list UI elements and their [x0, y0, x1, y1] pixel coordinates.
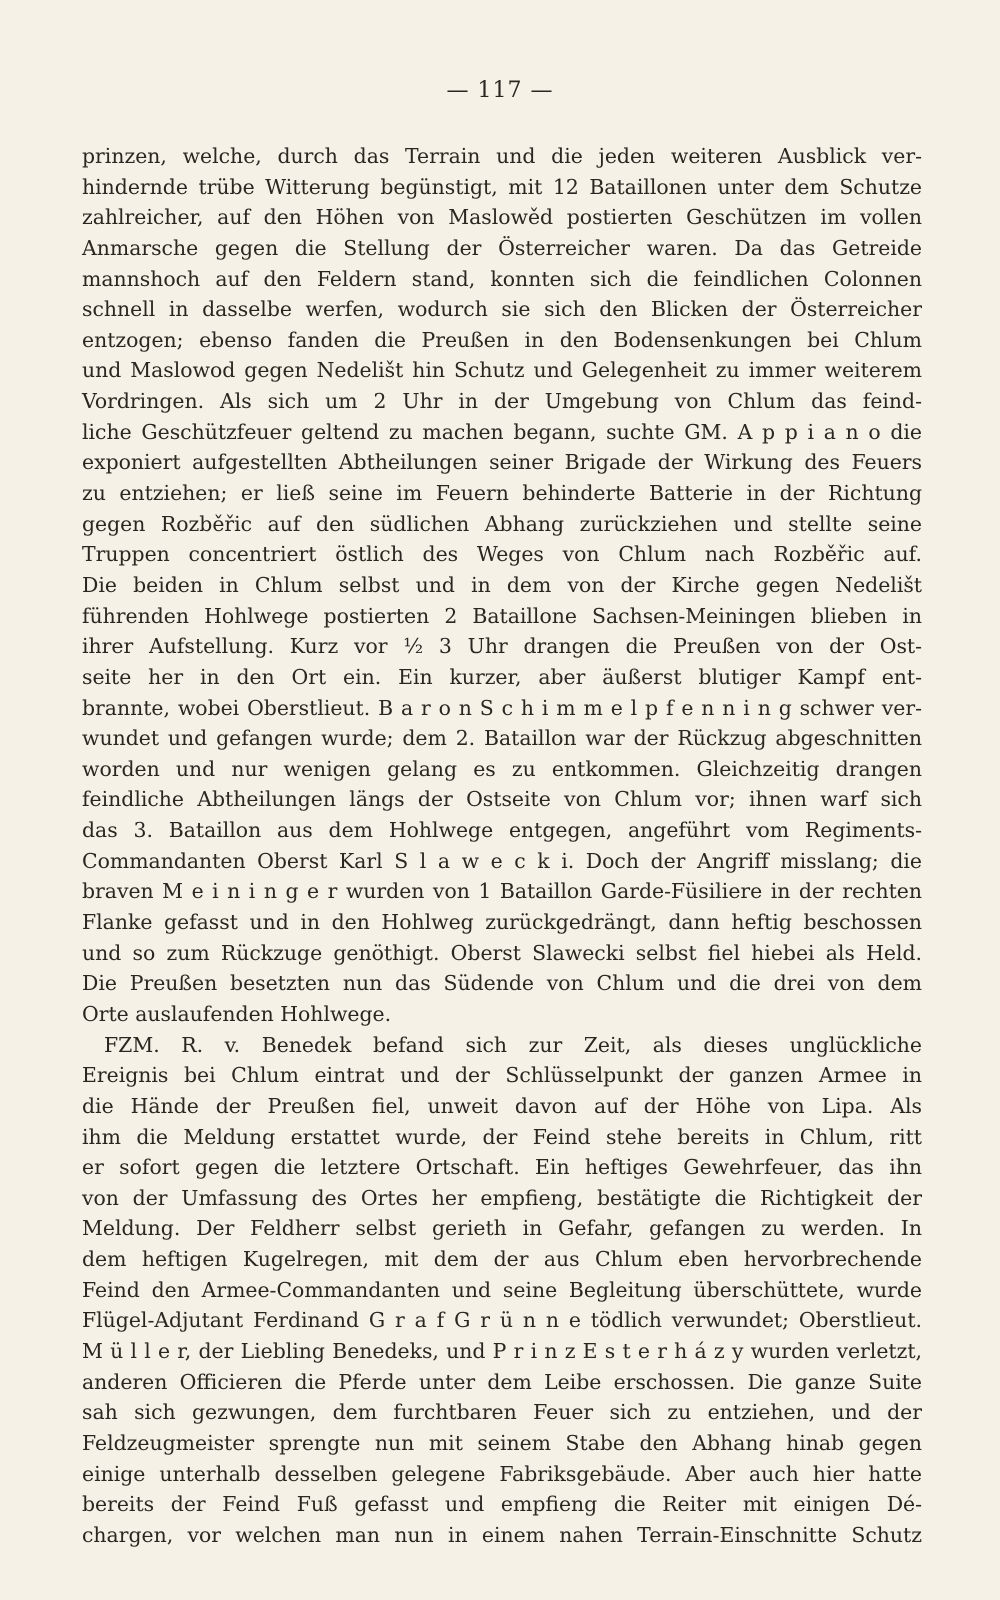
text-line: zahlreicher, auf den Höhen von Maslowěd postierten Geschützen im vollen	[82, 205, 922, 230]
text-line: Flanke gefasst und in den Hohlweg zurückgedrängt, dann heftig beschossen	[82, 910, 922, 935]
text-line: ihrer Aufstellung. Kurz vor ½ 3 Uhr drangen die Preußen von der Ost-	[82, 634, 922, 659]
text-line: gegen Rozběřic auf den südlichen Abhang zurückziehen und stellte seine	[82, 511, 922, 536]
text-line: anderen Officieren die Pferde unter dem Leibe erschossen. Die ganze Suite	[82, 1369, 922, 1394]
text-line: brannte, wobei Oberstlieut. B a r o n S c h i m m e l p f e n n i n g schwer ver-	[82, 695, 922, 720]
text-line: führenden Hohlwege postierten 2 Bataillone Sachsen-Meiningen blieben in	[82, 603, 922, 628]
text-line: das 3. Bataillon aus dem Hohlwege entgegen, angeführt vom Regiments-	[82, 818, 922, 843]
text-line: und so zum Rückzuge genöthigt. Oberst Slawecki selbst fiel hiebei als Held.	[82, 940, 922, 965]
text-line: Die beiden in Chlum selbst und in dem von der Kirche gegen Nedelišt	[82, 572, 922, 597]
text-line: chargen, vor welchen man nun in einem nahen Terrain-Einschnitte Schutz	[82, 1522, 922, 1547]
text-line: Anmarsche gegen die Stellung der Österreicher waren. Da das Getreide	[82, 235, 922, 260]
text-line: braven M e i n i n g e r wurden von 1 Bataillon Garde-Füsiliere in der rechten	[82, 879, 922, 904]
body-text	[82, 141, 922, 1550]
text-line: Die Preußen besetzten nun das Südende von Chlum und die drei von dem	[82, 971, 922, 996]
text-line: Flügel-Adjutant Ferdinand G r a f G r ü n n e tödlich verwundet; Oberstlieut.	[82, 1308, 922, 1333]
text-line: M ü l l e r, der Liebling Benedeks, und P r i n z E s t e r h á z y wurden verletzt,	[82, 1338, 922, 1363]
page-number: — 117 —	[446, 78, 554, 103]
text-line: Feldzeugmeister sprengte nun mit seinem Stabe den Abhang hinab gegen	[82, 1430, 922, 1455]
text-line: einige unterhalb desselben gelegene Fabriksgebäude. Aber auch hier hatte	[82, 1461, 922, 1486]
text-line: und Maslowod gegen Nedelišt hin Schutz und Gelegenheit zu immer weiterem	[82, 358, 922, 383]
text-line: exponiert aufgestellten Abtheilungen seiner Brigade der Wirkung des Feuers	[82, 450, 922, 475]
text-line: Truppen concentriert östlich des Weges von Chlum nach Rozběřic auf.	[82, 542, 922, 567]
text-line: feindliche Abtheilungen längs der Ostseite von Chlum vor; ihnen warf sich	[82, 787, 922, 812]
text-line: ihm die Meldung erstattet wurde, der Feind stehe bereits in Chlum, ritt	[82, 1124, 922, 1149]
paragraph-start-line: FZM. R. v. Benedek befand sich zur Zeit, als dieses unglückliche	[104, 1032, 922, 1057]
text-line: zu entziehen; er ließ seine im Feuern behinderte Batterie in der Richtung	[82, 481, 922, 506]
text-line: liche Geschützfeuer geltend zu machen begann, suchte GM. A p p i a n o die	[82, 419, 922, 444]
text-line: er sofort gegen die letztere Ortschaft. Ein heftiges Gewehrfeuer, das ihn	[82, 1155, 922, 1180]
text-line: bereits der Feind Fuß gefasst und empfieng die Reiter mit einigen Dé-	[82, 1492, 922, 1517]
text-line: Commandanten Oberst Karl S l a w e c k i. Doch der Angriff misslang; die	[82, 848, 922, 873]
text-line: sah sich gezwungen, dem furchtbaren Feuer sich zu entziehen, und der	[82, 1400, 922, 1425]
text-line: Vordringen. Als sich um 2 Uhr in der Umgebung von Chlum das feind-	[82, 389, 922, 414]
text-line: mannshoch auf den Feldern stand, konnten sich die feindlichen Colonnen	[82, 266, 922, 291]
text-line: seite her in den Ort ein. Ein kurzer, aber äußerst blutiger Kampf ent-	[82, 664, 922, 689]
text-line: entzogen; ebenso fanden die Preußen in den Bodensenkungen bei Chlum	[82, 327, 922, 352]
text-line: Meldung. Der Feldherr selbst gerieth in Gefahr, gefangen zu werden. In	[82, 1216, 922, 1241]
text-line: schnell in dasselbe werfen, wodurch sie sich den Blicken der Österreicher	[82, 297, 922, 322]
text-line: Ereignis bei Chlum eintrat und der Schlüsselpunkt der ganzen Armee in	[82, 1063, 922, 1088]
text-line: Feind den Armee-Commandanten und seine Begleitung überschüttete, wurde	[82, 1277, 922, 1302]
text-line: von der Umfassung des Ortes her empfieng, bestätigte die Richtigkeit der	[82, 1185, 922, 1210]
text-line: worden und nur wenigen gelang es zu entkommen. Gleichzeitig drangen	[82, 756, 922, 781]
text-line: hindernde trübe Witterung begünstigt, mit 12 Bataillonen unter dem Schutze	[82, 174, 922, 199]
text-line: dem heftigen Kugelregen, mit dem der aus Chlum eben hervorbrechende	[82, 1247, 922, 1272]
text-line: prinzen, welche, durch das Terrain und die jeden weiteren Ausblick ver-	[82, 144, 922, 168]
text-line: wundet und gefangen wurde; dem 2. Bataillon war der Rückzug abgeschnitten	[82, 726, 922, 751]
paragraph-end-line: Orte auslaufenden Hohlwege.	[82, 1001, 392, 1026]
text-line: die Hände der Preußen fiel, unweit davon auf der Höhe von Lipa. Als	[82, 1093, 922, 1118]
